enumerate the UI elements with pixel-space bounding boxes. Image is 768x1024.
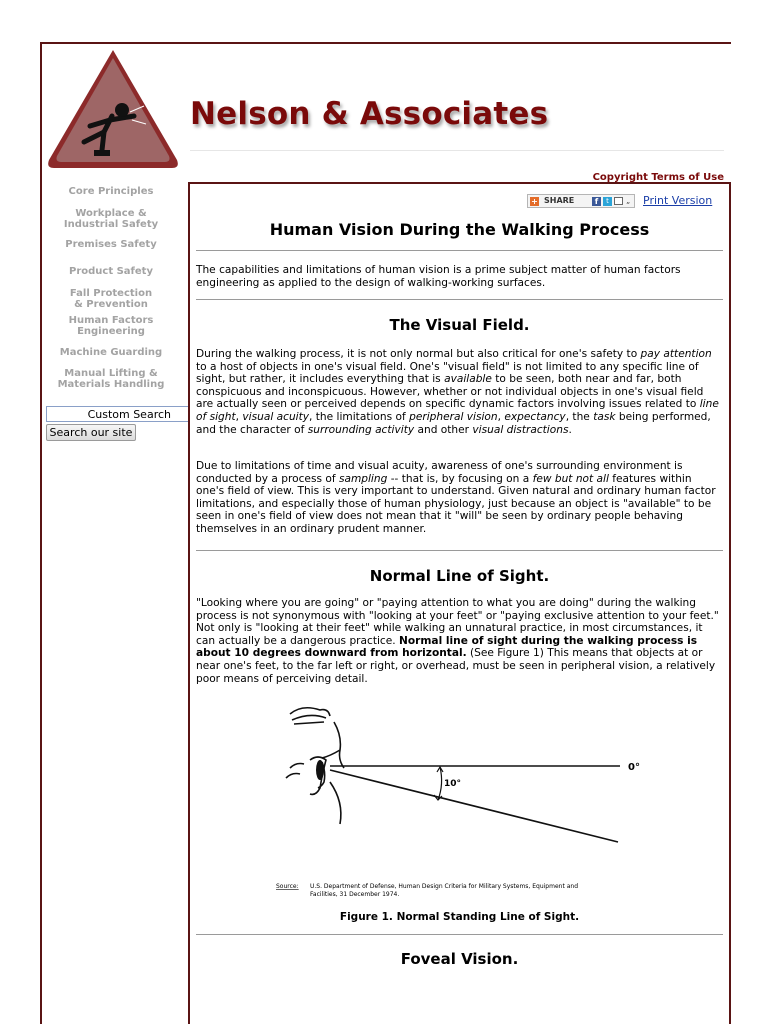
sidebar-item-product-safety[interactable]: Product Safety — [69, 266, 153, 277]
share-plus-icon: + — [531, 197, 538, 206]
figure-angle-0-label: 0° — [628, 762, 640, 773]
frame-top-border — [40, 42, 731, 44]
sidebar-item-premises-safety[interactable]: Premises Safety — [65, 239, 157, 250]
page-title: Human Vision During the Walking Process — [269, 220, 650, 239]
email-icon[interactable] — [614, 197, 623, 205]
figure-source-text-1: U.S. Department of Defense, Human Design Criteria for Military Systems, Equipment and — [310, 883, 578, 890]
sidebar-item-manual-lifting[interactable]: Manual Lifting & Materials Handling — [57, 368, 165, 390]
figure-source-text-2: Facilities, 31 December 1974. — [310, 891, 400, 898]
divider — [196, 299, 723, 300]
main-content — [188, 182, 731, 1024]
print-version-link[interactable]: Print Version — [643, 194, 713, 207]
sidebar-item-core-principles[interactable]: Core Principles — [68, 186, 154, 197]
intro-paragraph: The capabilities and limitations of human vision is a prime subject matter of human factors engineering as applied to the design of walking-working surfaces. — [196, 264, 681, 289]
site-title[interactable]: Nelson & Associates — [190, 96, 549, 132]
section-heading-line-of-sight: Normal Line of Sight. — [369, 567, 550, 585]
visual-field-paragraph-2: Due to limitations of time and visual acuity, awareness of one's surrounding environment is conducted by a process of sampling -- that is, by focusing on a few but not all features within one's field of view. This is very important to understand. Given natural and ordinary human factor limitations, and especially those of human physiology, just because an object is "available" to be seen in one's field of view does not mean that it "will" be seen by ordinary people behaving themselves in an ordinary prudent manner. — [196, 460, 716, 535]
figure-caption: Figure 1. Normal Standing Line of Sight. — [339, 911, 580, 923]
sidebar-item-machine-guarding[interactable]: Machine Guarding — [59, 347, 163, 358]
line-of-sight-paragraph: "Looking where you are going" or "paying attention to what you are doing" during the walking process is not synonymous with "looking at your feet" or "paying exclusive attention to your feet." Not only is "looking at their feet" while walking an unnatural practice, in most circumstances, it can actually be a dangerous practice. Normal line of sight during the walking process is about 10 degrees downward from horizontal. (See Figure 1) This means that objects at or near one's feet, to the far left or right, or overhead, must be seen in peripheral vision, a relatively poor means of perceiving detail. — [196, 597, 719, 685]
section-heading-visual-field: The Visual Field. — [389, 316, 530, 334]
divider — [196, 550, 723, 551]
share-button[interactable] — [527, 194, 635, 208]
search-input[interactable]: Custom Search — [46, 406, 189, 422]
share-label: SHARE — [544, 196, 575, 205]
copyright-link[interactable]: Copyright — [592, 172, 648, 183]
sidebar-item-workplace-industrial-safety[interactable]: Workplace & Industrial Safety — [63, 208, 159, 230]
visual-field-paragraph-1: During the walking process, it is not only normal but also critical for one's safety to pay attention to a host of objects in one's visual field. One's "visual field" is not limited to any specific line of sight, but rather, it includes everything that is available to be seen, both near and far, both conspicuous and inconspicuous. However, whether or not individual objects in one's visual field are actually seen or perceived depends on specific dynamic factors involving issues related to line of sight, visual acuity, the limitations of peripheral vision, expectancy, the task being performed, and the character of surrounding activity and other visual distractions. — [196, 348, 719, 436]
frame-left-border — [40, 42, 42, 1024]
divider — [196, 250, 723, 251]
terms-of-use-link[interactable]: Terms of Use — [651, 172, 724, 183]
twitter-icon[interactable]: t — [603, 197, 612, 206]
figure-source-label: Source: — [276, 883, 299, 890]
facebook-icon[interactable]: f — [592, 197, 601, 206]
logo-slip-hazard-icon[interactable] — [44, 46, 182, 172]
more-icon[interactable]: „ — [626, 196, 631, 205]
sidebar-item-fall-protection[interactable]: Fall Protection & Prevention — [69, 288, 153, 310]
figure-angle-10-label: 10° — [444, 779, 462, 789]
section-heading-foveal-vision: Foveal Vision. — [400, 950, 519, 968]
search-button[interactable]: Search our site — [46, 424, 136, 441]
divider — [196, 934, 723, 935]
sidebar-item-human-factors-engineering[interactable]: Human Factors Engineering — [68, 315, 154, 337]
figure-line-of-sight-diagram — [270, 702, 650, 912]
title-divider — [190, 150, 724, 151]
